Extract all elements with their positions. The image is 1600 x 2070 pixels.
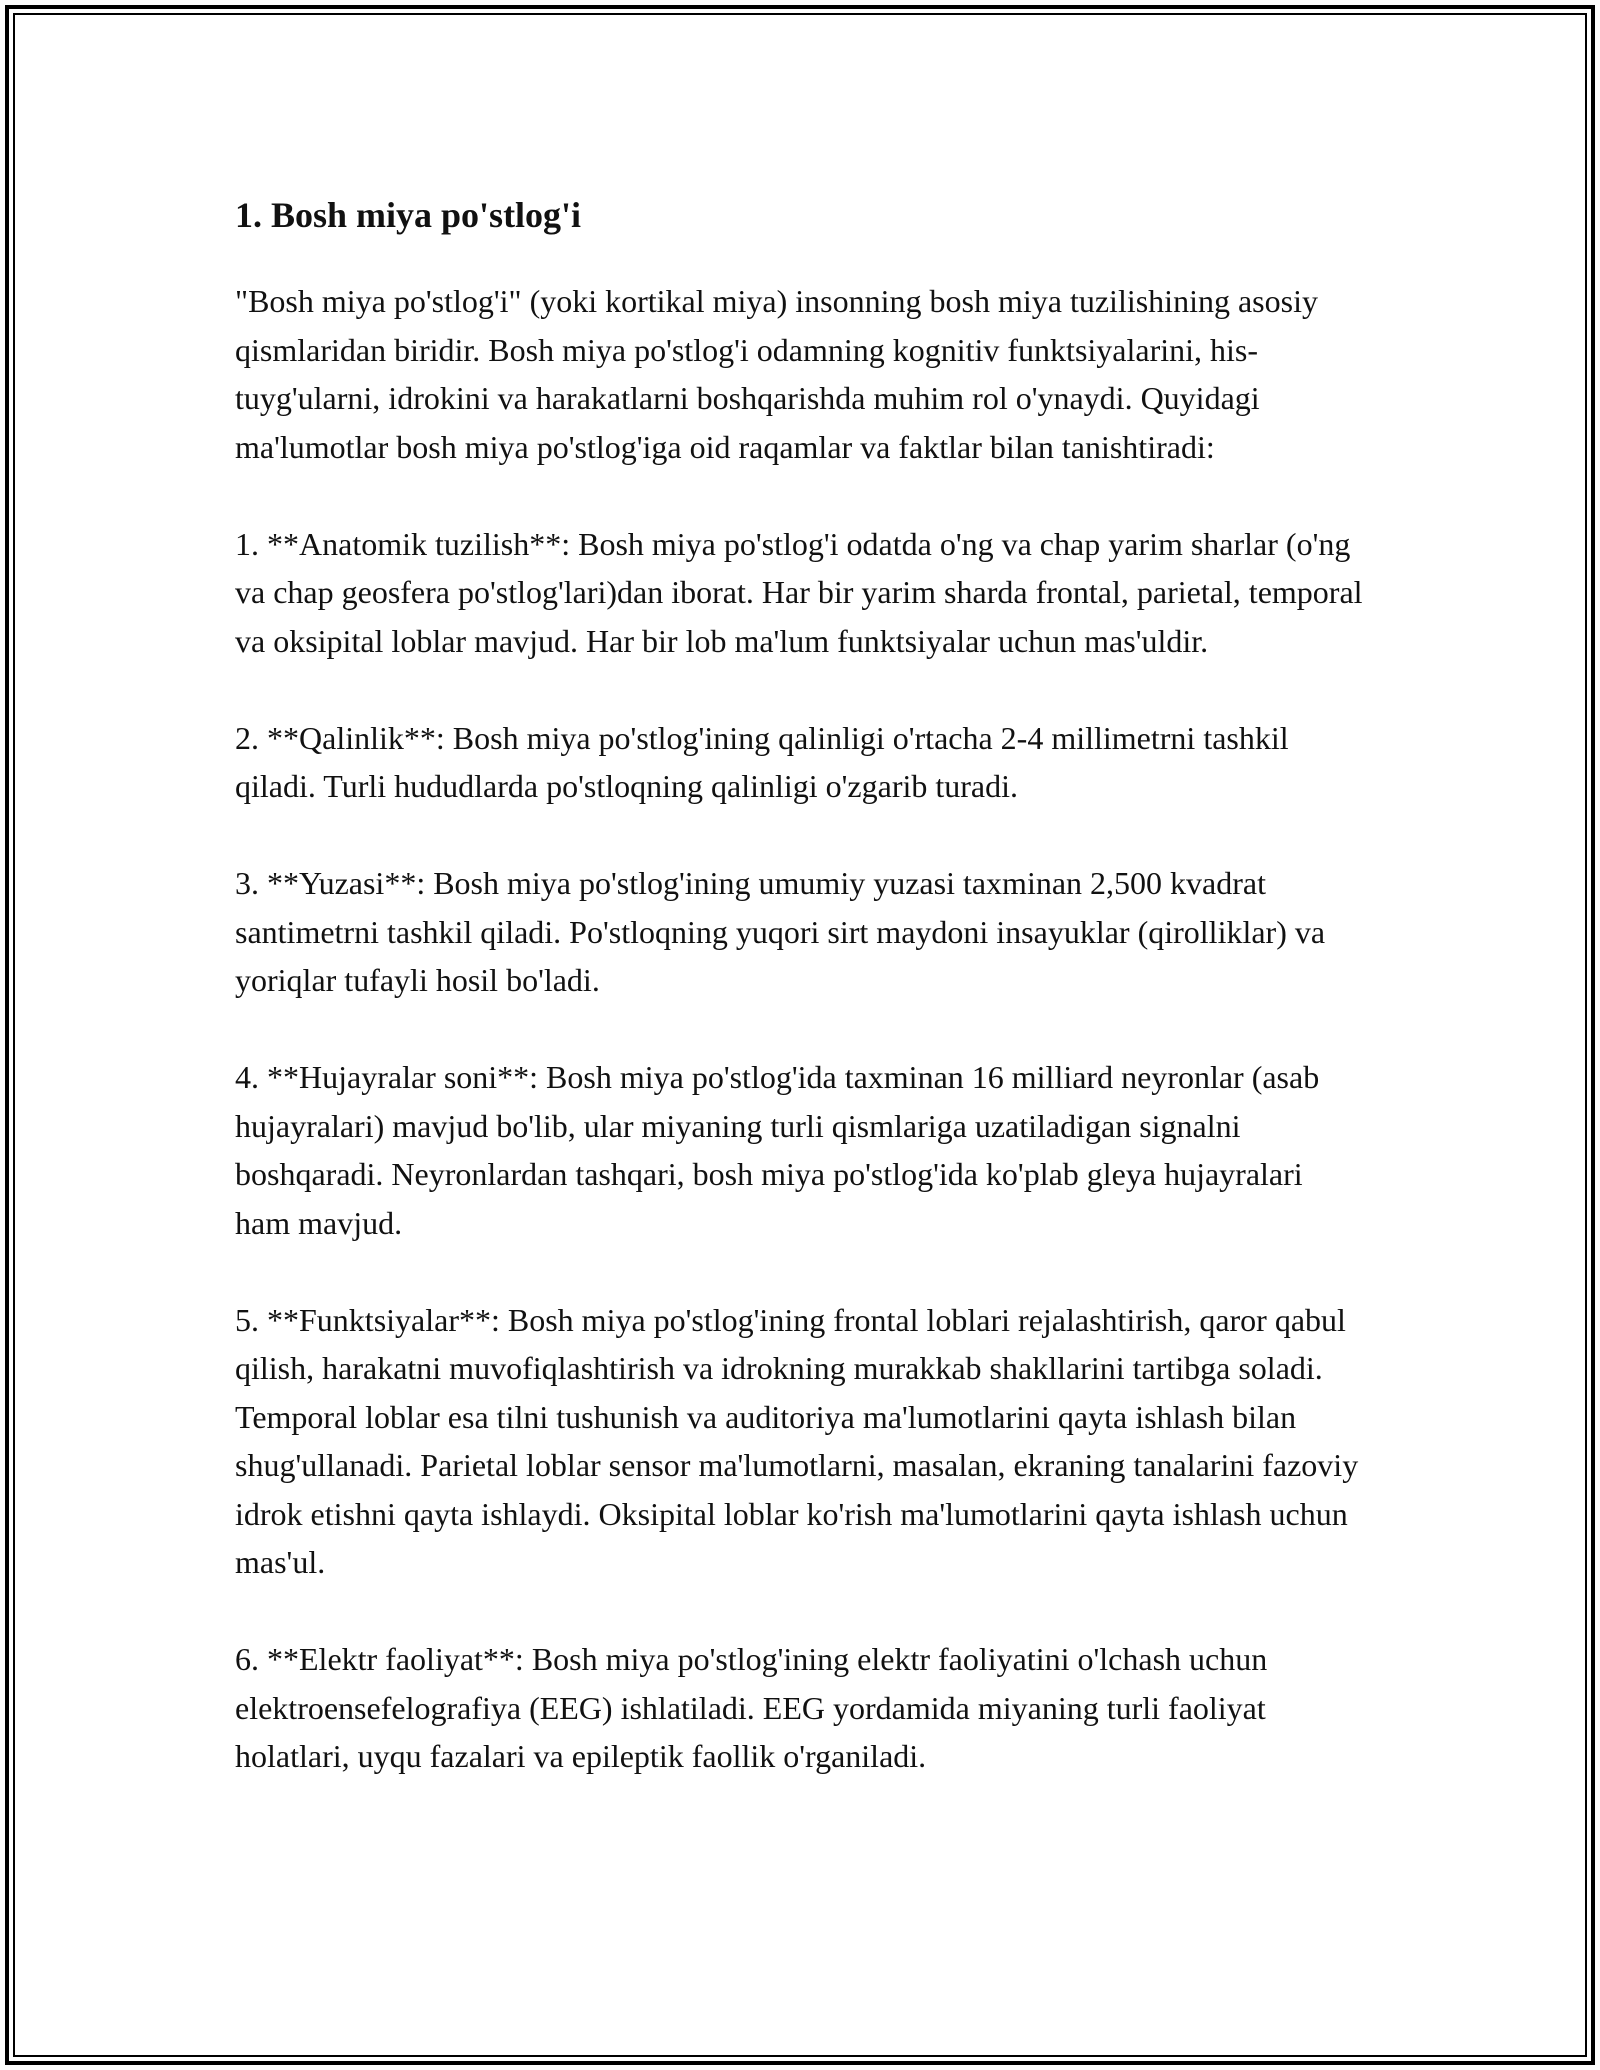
list-item-surface: 3. **Yuzasi**: Bosh miya po'stlog'ining umumiy yuzasi taxminan 2,500 kvadrat santimetrni tashkil qiladi. Po'stloqning yuqori sirt maydoni insayuklar (qirolliklar) va yoriqlar tufayli hosil bo'ladi. xyxy=(235,865,1326,998)
document-body xyxy=(235,185,1365,1829)
list-item-cell-count: 4. **Hujayralar soni**: Bosh miya po'stlog'ida taxminan 16 milliard neyronlar (asab hujayralari) mavjud bo'lib, ular miyaning turli qismlariga uzatiladigan signalni boshqaradi. Neyronlardan tashqari, bosh miya po'stlog'ida ko'plab gleya hujayralari ham mavjud. xyxy=(235,1059,1320,1241)
list-item-anatomy: 1. **Anatomik tuzilish**: Bosh miya po'stlog'i odatda o'ng va chap yarim sharlar (o'ng va chap geosfera po'stlog'lari)dan iborat. Har bir yarim sharda frontal, parietal, temporal va oksipital loblar mavjud. Har bir lob ma'lum funktsiyalar uchun mas'uldir. xyxy=(235,525,1363,659)
list-item-functions: 5. **Funktsiyalar**: Bosh miya po'stlog'ining frontal loblari rejalashtirish, qaror qabul qilish, harakatni muvofiqlashtirish va idrokning murakkab shakllarini tartibga soladi. Temporal loblar esa tilni tushunish va auditoriya ma'lumotlarini qayta ishlash bilan shug'ullanadi. Parietal loblar sensor ma'lumotlarni, masalan, ekraning tanalarini fazoviy idrok etishni qayta ishlaydi. Oksipital loblar ko'rish ma'lumotlarini qayta ishlash uchun mas'ul. xyxy=(235,1301,1359,1580)
list-item-thickness: 2. **Qalinlik**: Bosh miya po'stlog'ining qalinligi o'rtacha 2-4 millimetrni tashkil qiladi. Turli hududlarda po'stloqning qalinligi o'zgarib turadi. xyxy=(235,719,1289,804)
list-item-electrical-activity: 6. **Elektr faoliyat**: Bosh miya po'stlog'ining elektr faoliyatini o'lchash uchun elektroensefelografiya (EEG) ishlatiladi. EEG yordamida miyaning turli faoliyat holatlari, uyqu fazalari va epileptik faollik o'rganiladi. xyxy=(235,1641,1268,1774)
document-title: 1. Bosh miya po'stlog'i xyxy=(235,195,582,235)
intro-paragraph: "Bosh miya po'stlog'i" (yoki kortikal miya) insonning bosh miya tuzilishining asosiy qismlaridan biridir. Bosh miya po'stlog'i odamning kognitiv funktsiyalarini, his-tuyg'ularni, idrokini va harakatlarni boshqarishda muhim rol o'ynaydi. Quyidagi ma'lumotlar bosh miya po'stlog'iga oid raqamlar va faktlar bilan tanishtiradi: xyxy=(235,283,1318,465)
